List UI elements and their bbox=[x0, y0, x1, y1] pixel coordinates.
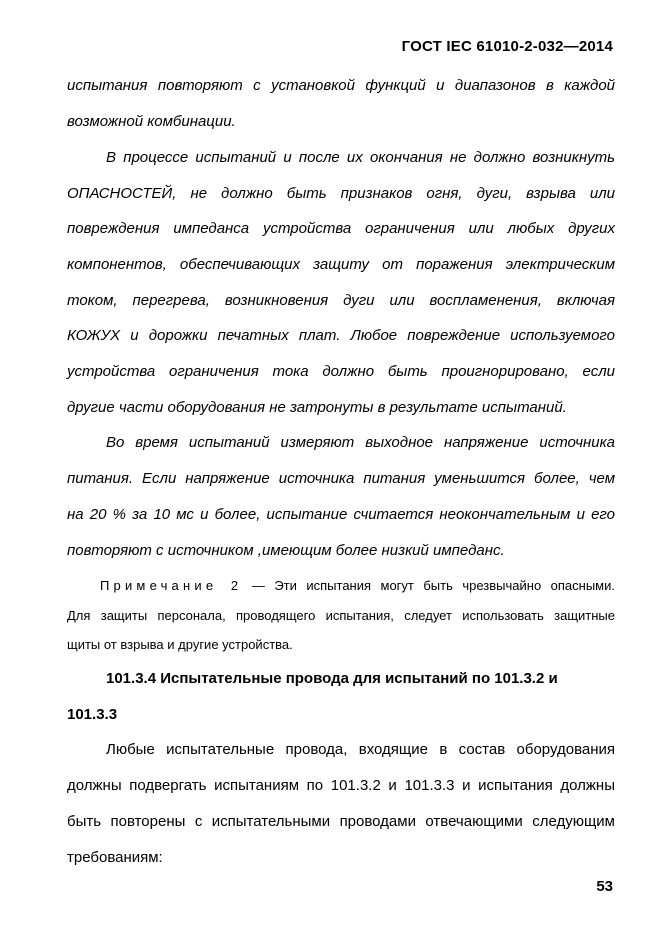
section-heading: 101.3.4 Испытательные провода для испытаний по 101.3.2 и bbox=[106, 670, 558, 687]
note-dash: — bbox=[251, 578, 265, 593]
note-text: Эти испытания могут быть чрезвычайно опасными. bbox=[274, 578, 615, 593]
text-line: питания. Если напряжение источника питания уменьшится более, чем bbox=[67, 470, 615, 487]
text-line: на 20 % за 10 мс и более, испытание считается неокончательным и его bbox=[67, 506, 615, 523]
text-line: В процессе испытаний и после их окончания не должно возникнуть bbox=[106, 149, 615, 166]
text-line: быть повторены с испытательными проводами отвечающими следующим bbox=[67, 813, 615, 830]
text-line: ОПАСНОСТЕЙ, не должно быть признаков огня, дуги, взрыва или bbox=[67, 185, 615, 202]
text-line: повторяют с источником ,имеющим более низкий импеданс. bbox=[67, 542, 505, 559]
note-line: Для защиты персонала, проводящего испытания, следует использовать защитные bbox=[67, 608, 615, 623]
text-line: Во время испытаний измеряют выходное напряжение источника bbox=[106, 434, 615, 451]
section-heading-continuation: 101.3.3 bbox=[67, 706, 118, 723]
note-line: щиты от взрыва и другие устройства. bbox=[67, 637, 293, 652]
text-line: требованиям: bbox=[67, 849, 163, 866]
document-header: ГОСТ IEC 61010-2-032—2014 bbox=[401, 38, 613, 55]
text-line: устройства ограничения тока должно быть проигнорировано, если bbox=[67, 363, 615, 380]
text-line: током, перегрева, возникновения дуги или воспламенения, включая bbox=[67, 292, 615, 309]
note-first-line bbox=[100, 577, 615, 595]
text-line: КОЖУХ и дорожки печатных плат. Любое повреждение используемого bbox=[67, 327, 615, 344]
text-line: возможной комбинации. bbox=[67, 113, 236, 130]
text-line: Любые испытательные провода, входящие в состав оборудования bbox=[106, 741, 615, 758]
text-line: повреждения импеданса устройства ограничения или любых других bbox=[67, 220, 615, 237]
page-number: 53 bbox=[596, 878, 613, 895]
text-line: должны подвергать испытаниям по 101.3.2 и 101.3.3 и испытания должны bbox=[67, 777, 615, 794]
note-label: Примечание 2 bbox=[100, 578, 243, 593]
text-line: испытания повторяют с установкой функций и диапазонов в каждой bbox=[67, 77, 615, 94]
text-line: компонентов, обеспечивающих защиту от поражения электрическим bbox=[67, 256, 615, 273]
text-line: другие части оборудования не затронуты в результате испытаний. bbox=[67, 399, 567, 416]
